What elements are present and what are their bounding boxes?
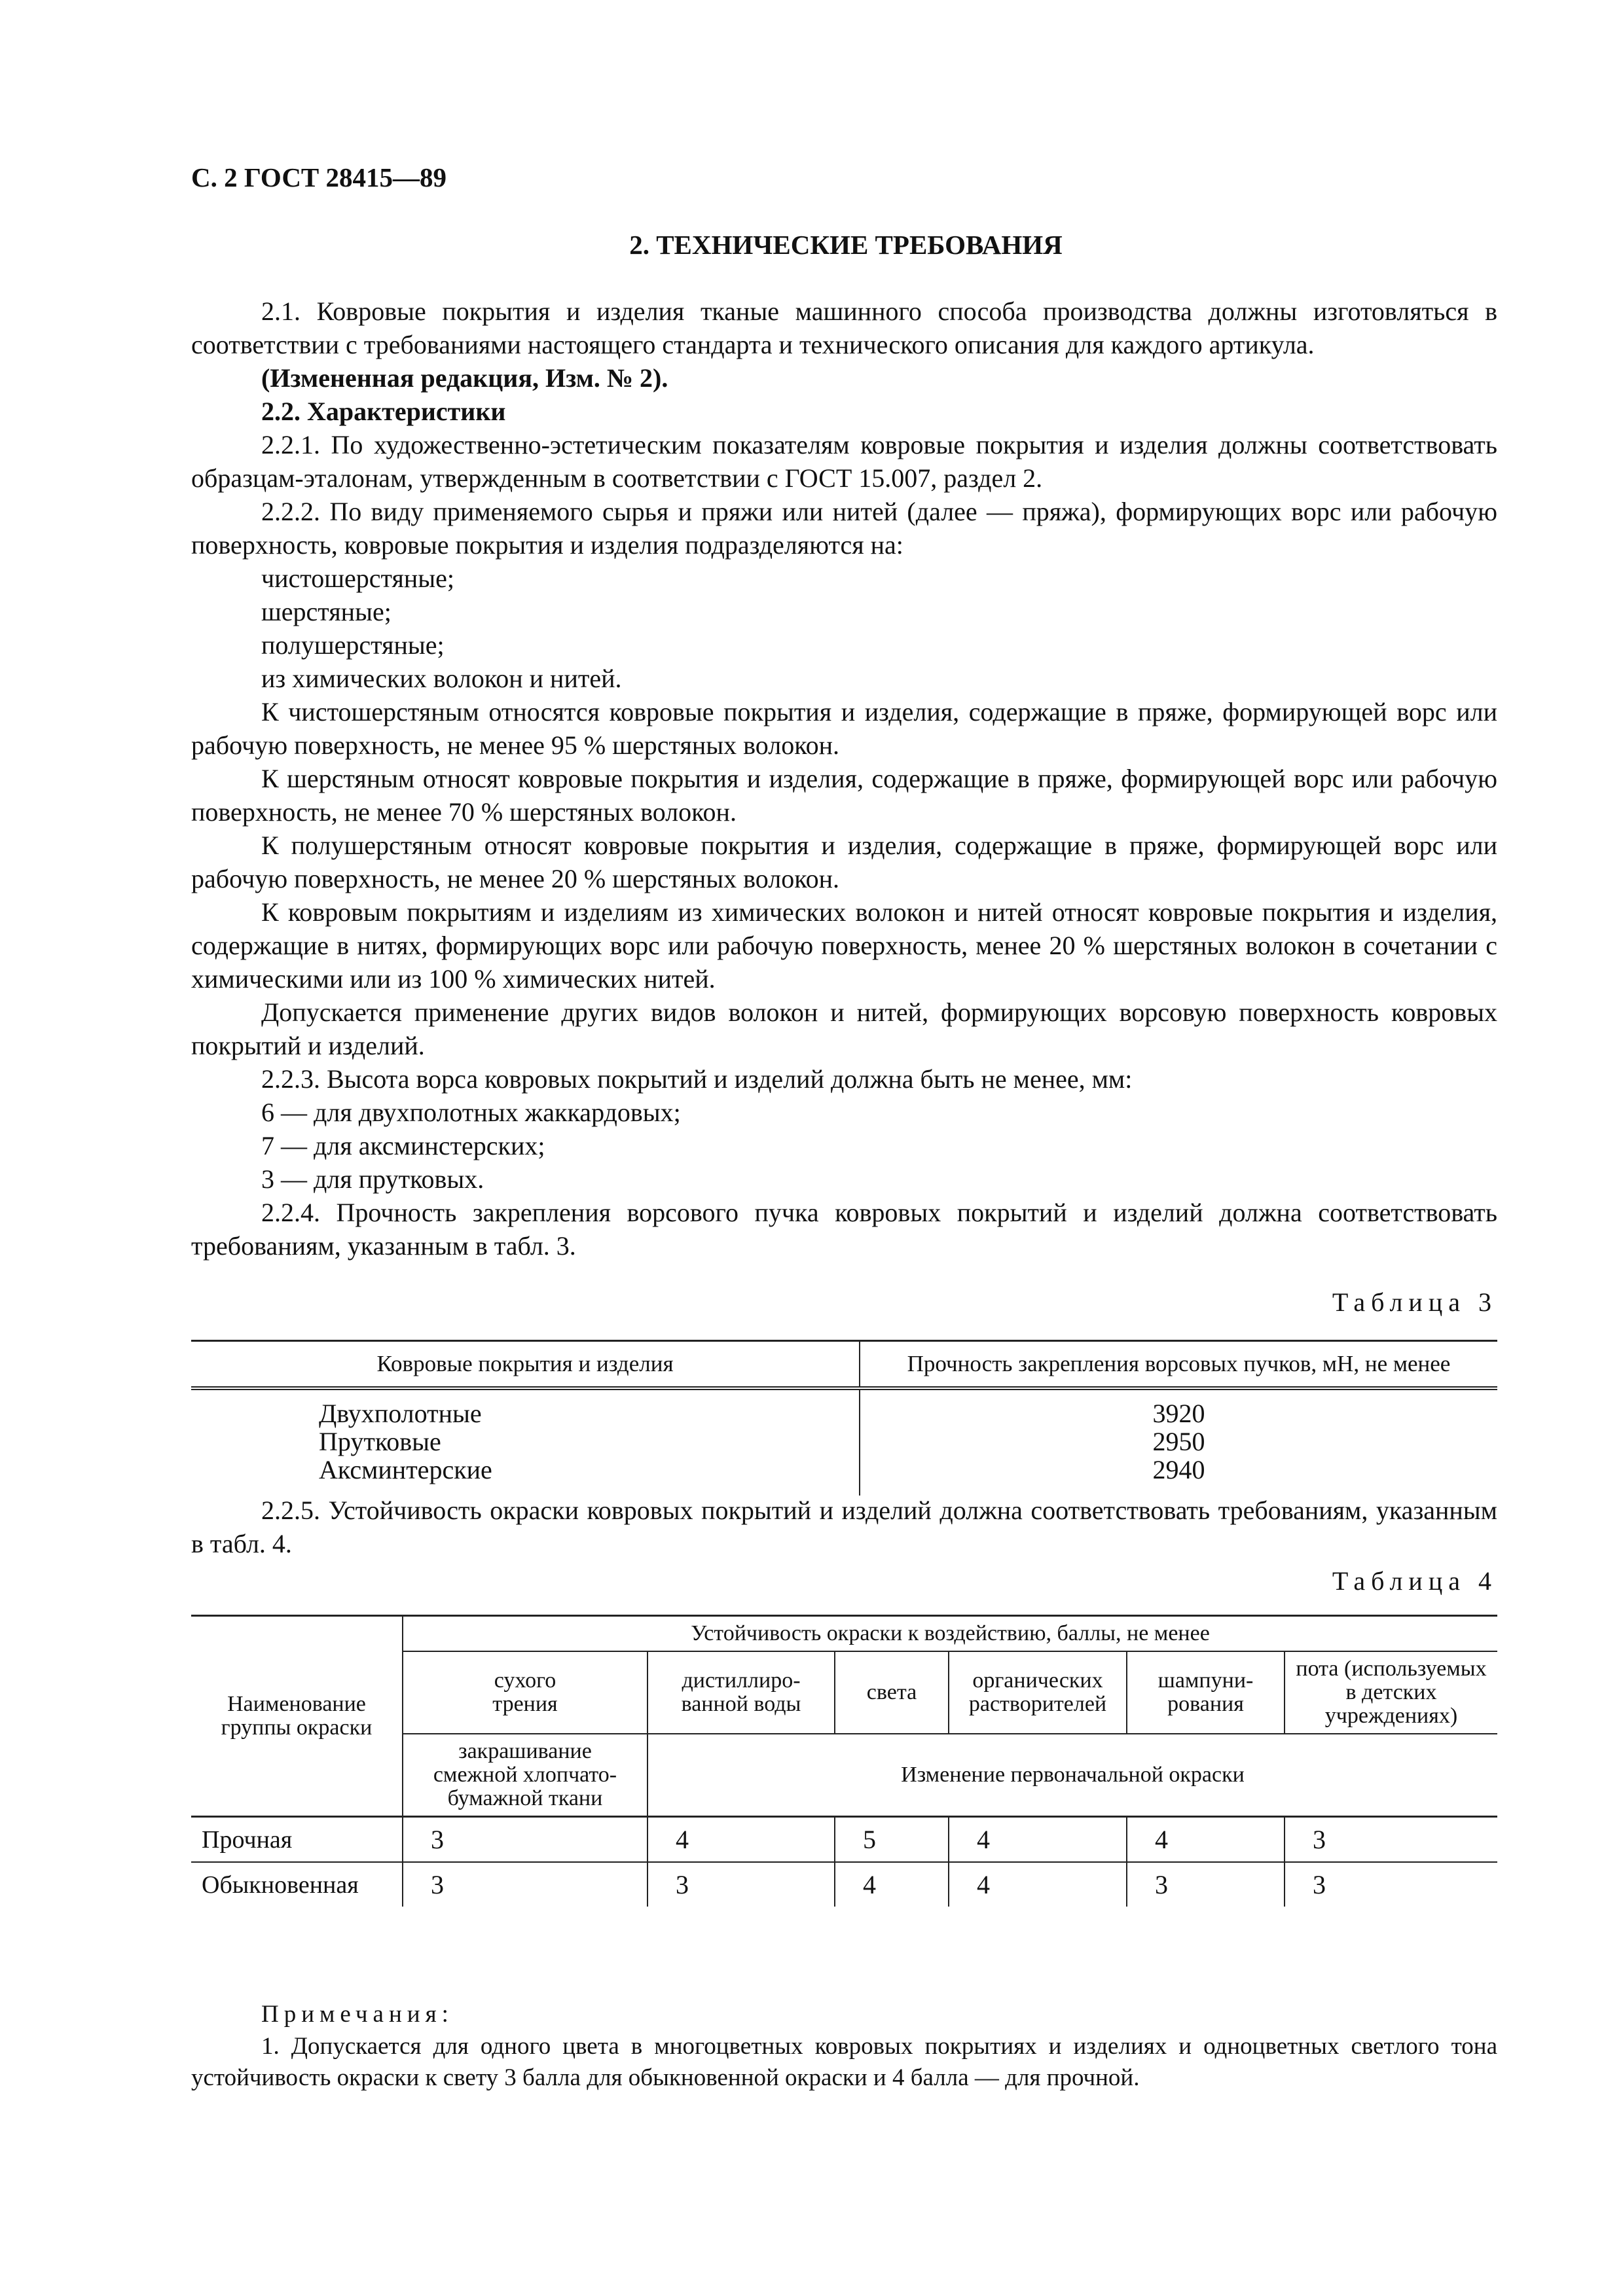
list-item: 3 — для прутковых. [261,1164,484,1194]
table-header: Наименование группы окраски [191,1616,403,1817]
table-cell: 4 [949,1862,1127,1907]
paragraph-2-2-5: 2.2.5. Устойчивость окраски ковровых покрытий и изделий должна соответствовать требованиям, указанным в табл. 4. [191,1496,1497,1558]
table-cell: 4 [949,1817,1127,1863]
notes-block [191,1998,1497,2094]
amendment-note: (Измененная редакция, Изм. № 2). [261,363,668,393]
cell-line: Прутковые [319,1427,441,1456]
note-item: 1. Допускается для одного цвета в многоцветных ковровых покрытиях и изделиях и одноцветных светлого тона устойчивость окраски к свету 3 балла для обыкновенной окраски и 4 балла — для прочной. [191,2033,1497,2091]
table-header: закрашивание смежной хлопчато- бумажной ткани [403,1734,647,1817]
table-4 [191,1615,1497,1907]
table-header: шампуни- рования [1127,1651,1285,1734]
list-item: шерстяные; [261,597,392,626]
table-header: света [835,1651,949,1734]
cell-line: 2940 [1152,1455,1205,1484]
subsection-heading: 2.2. Характеристики [261,397,506,426]
cell-line: Аксминтерские [319,1455,492,1484]
paragraph-block [191,1494,1497,1560]
paragraph-pure-wool: К чистошерстяным относятся ковровые покрытия и изделия, содержащие в пряже, формирующей ворс или рабочую поверхность, не менее 95 % шерстяных волокон. [191,697,1497,760]
paragraph-wool: К шерстяным относят ковровые покрытия и изделия, содержащие в пряже, формирующей ворс или рабочую поверхность, не менее 70 % шерстяных волокон. [191,764,1497,827]
notes-title: Примечания: [261,2001,454,2028]
list-item: 7 — для аксминстерских; [261,1131,545,1160]
table-header: пота (используемых в детских учреждениях) [1285,1651,1497,1734]
list-item: 6 — для двухполотных жаккардовых; [261,1098,681,1127]
paragraph-half-wool: К полушерстяным относят ковровые покрытия и изделия, содержащие в пряже, формирующей ворс или рабочую поверхность, не менее 20 % шерстяных волокон. [191,831,1497,893]
table-cell: 3 [1285,1862,1497,1907]
table-cell: Обыкновенная [202,1871,359,1899]
table-cell: 3 [403,1817,647,1863]
table-cell: 3 [647,1862,835,1907]
cell-line: 2950 [1152,1427,1205,1456]
table-cell [191,1388,860,1496]
table-cell: 4 [835,1862,949,1907]
table-header: Изменение первоначальной окраски [647,1734,1497,1817]
table-cell: 3 [403,1862,647,1907]
table-header: органических растворителей [949,1651,1127,1734]
section-title: 2. ТЕХНИЧЕСКИЕ ТРЕБОВАНИЯ [629,230,1063,260]
list-item: полушерстяные; [261,630,445,660]
table-3 [191,1340,1497,1496]
paragraph-2-2-1: 2.2.1. По художественно-эстетическим показателям ковровые покрытия и изделия должны соответствовать образцам-эталонам, утвержденным в соответствии с ГОСТ 15.007, раздел 2. [191,430,1497,493]
table-header: дистиллиро- ванной воды [647,1651,835,1734]
table-cell [860,1388,1497,1496]
paragraph-2-2-3: 2.2.3. Высота ворса ковровых покрытий и изделий должна быть не менее, мм: [261,1064,1133,1094]
paragraph-chemical: К ковровым покрытиям и изделиям из химических волокон и нитей относят ковровые покрытия и изделия, содержащие в нитях, формирующих ворс или рабочую поверхность, менее 20 % шерстяных волокон в сочетании с химическими или из 100 % химических нитей. [191,897,1497,994]
paragraph-allowance: Допускается применение других видов волокон и нитей, формирующих ворсовую поверхность ковровых покрытий и изделий. [191,997,1497,1060]
table-header: Ковровые покрытия и изделия [191,1341,860,1389]
table-row [191,1862,1497,1907]
table-4-block [191,1566,1497,1907]
list-item: из химических волокон и нитей. [261,664,622,693]
table-3-block [191,1287,1497,1496]
table-cell: 4 [647,1817,835,1863]
table-caption: Таблица 4 [1332,1566,1497,1596]
table-cell: 5 [835,1817,949,1863]
table-cell: 3 [1285,1817,1497,1863]
paragraph-2-1: 2.1. Ковровые покрытия и изделия тканые машинного способа производства должны изготовляться в соответствии с требованиями настоящего стандарта и технического описания для каждого артикула. [191,296,1497,359]
cell-line: Двухполотные [319,1399,482,1428]
section-body [191,295,1497,1263]
table-header: сухого трения [403,1651,647,1734]
table-cell: 3 [1127,1862,1285,1907]
paragraph-2-2-2: 2.2.2. По виду применяемого сырья и пряжи или нитей (далее — пряжа), формирующих ворс или рабочую поверхность, ковровые покрытия и изделия подразделяются на: [191,497,1497,560]
table-caption: Таблица 3 [1332,1287,1497,1317]
table-body [191,1388,1497,1496]
table-row [191,1817,1497,1863]
cell-line: 3920 [1152,1399,1205,1428]
list-item: чистошерстяные; [261,564,455,593]
table-header: Прочность закрепления ворсовых пучков, мН, не менее [860,1341,1497,1389]
table-cell: 4 [1127,1817,1285,1863]
table-header: Устойчивость окраски к воздействию, баллы, не менее [403,1616,1497,1652]
table-cell: Прочная [191,1817,403,1863]
page-header: С. 2 ГОСТ 28415—89 [191,162,447,192]
paragraph-2-2-4: 2.2.4. Прочность закрепления ворсового пучка ковровых покрытий и изделий должна соответствовать требованиям, указанным в табл. 3. [191,1198,1497,1261]
